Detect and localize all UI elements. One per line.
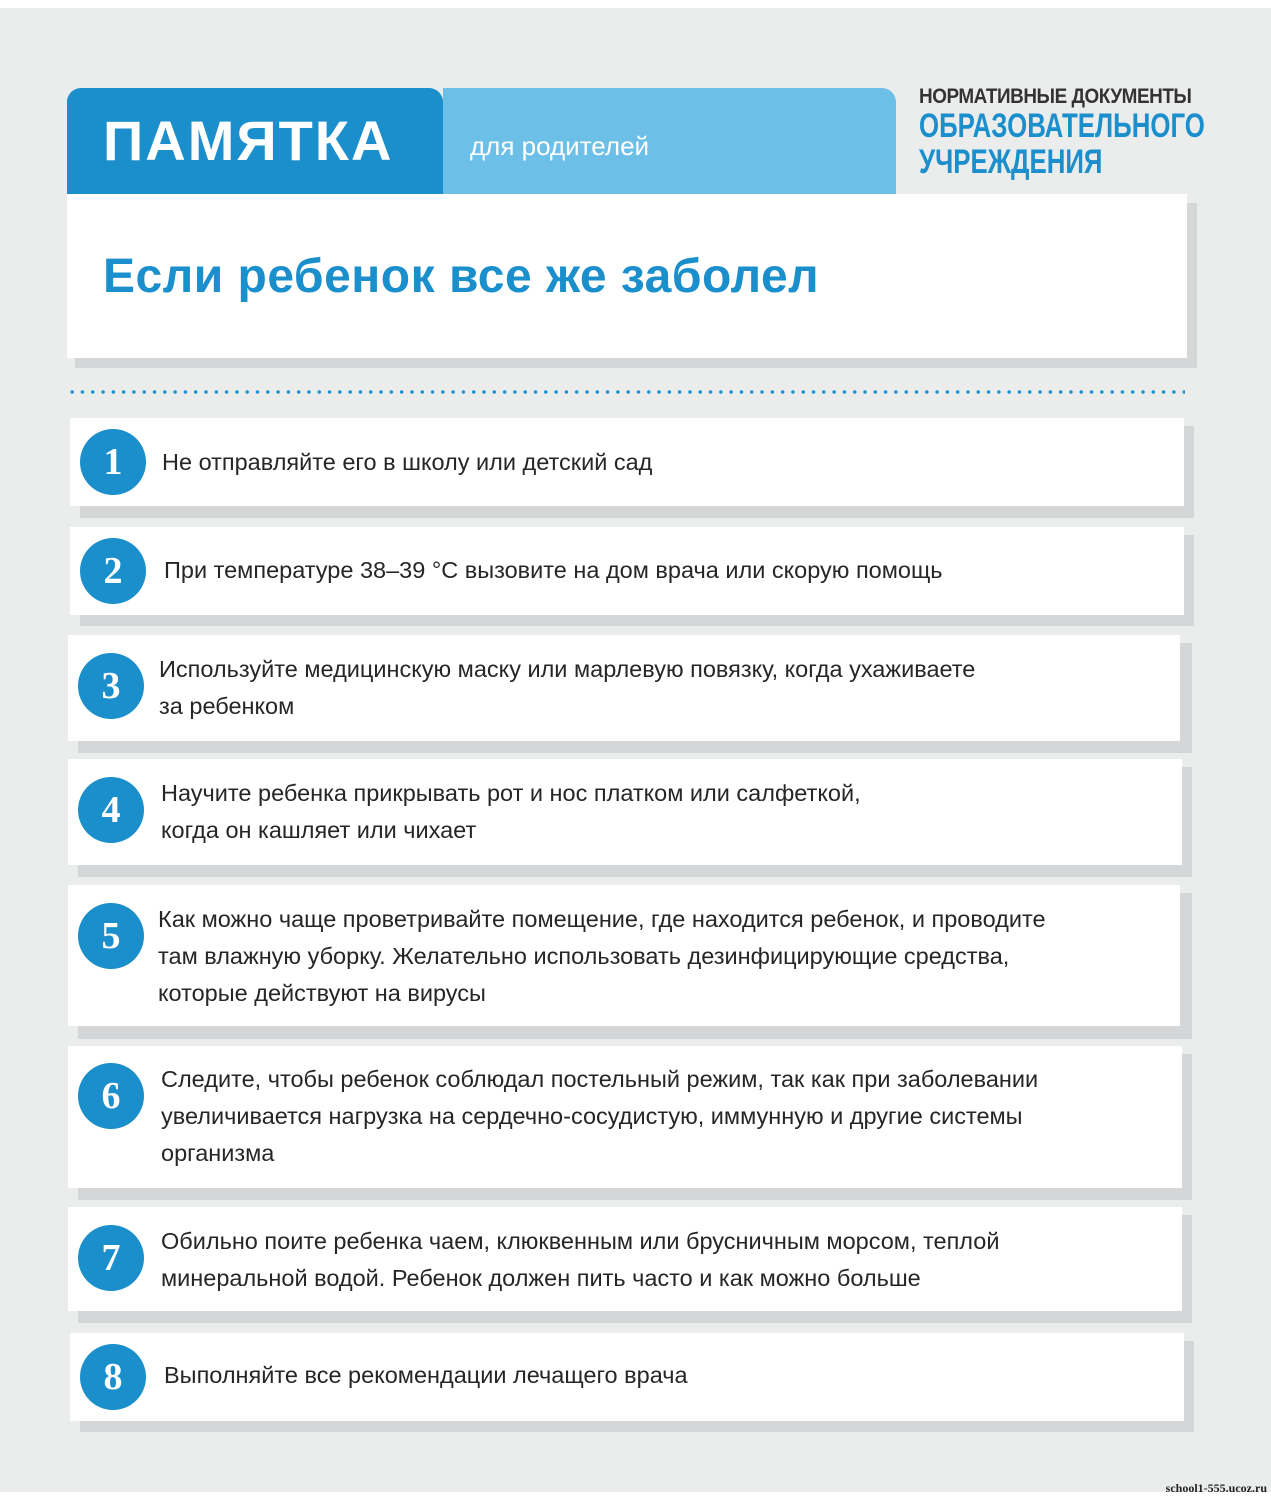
item-number-badge: 1: [80, 429, 146, 495]
item-text-line: Обильно поите ребенка чаем, клюквенным или брусничным морсом, теплой: [161, 1228, 1000, 1254]
item-text-line: которые действуют на вирусы: [158, 980, 486, 1006]
item-text-line: увеличивается нагрузка на сердечно-сосудистую, иммунную и другие системы: [161, 1103, 1023, 1129]
item-number-badge: 6: [78, 1063, 144, 1129]
item-number-badge: 7: [78, 1225, 144, 1291]
item-text-line: Не отправляйте его в школу или детский сад: [162, 449, 653, 475]
item-text-line: Как можно чаще проветривайте помещение, где находится ребенок, и проводите: [158, 906, 1046, 932]
header-subtitle-tab: [443, 88, 896, 194]
item-text: [164, 552, 943, 589]
item-number-badge: 8: [80, 1344, 146, 1410]
item-number-badge: 4: [78, 777, 144, 843]
item-text-line: когда он кашляет или чихает: [161, 817, 477, 843]
item-text: [161, 1061, 1038, 1172]
item-text: [159, 651, 975, 725]
list-item: [68, 635, 1180, 741]
footer-url: school1-555.ucoz.ru: [1165, 1481, 1267, 1495]
item-text: [164, 1357, 688, 1394]
list-item: [68, 885, 1180, 1026]
item-text-line: Выполняйте все рекомендации лечащего врача: [164, 1362, 688, 1388]
item-text-line: там влажную уборку. Желательно использовать дезинфицирующие средства,: [158, 943, 1010, 969]
item-text-line: минеральной водой. Ребенок должен пить часто и как можно больше: [161, 1265, 921, 1291]
brand-line-3: УЧРЕЖДЕНИЯ: [919, 143, 1103, 181]
item-number-badge: 5: [78, 903, 144, 969]
item-text: [162, 444, 652, 481]
heading-card: [67, 194, 1187, 358]
item-text-line: Используйте медицинскую маску или марлевую повязку, когда ухаживаете: [159, 656, 976, 682]
list-item: [68, 1046, 1182, 1188]
page-title: Если ребенок все же заболел: [103, 249, 820, 303]
dotted-divider: [67, 390, 1185, 394]
list-item: [68, 1207, 1182, 1311]
brand-line-1: НОРМАТИВНЫЕ ДОКУМЕНТЫ: [919, 85, 1192, 108]
brand-line-2: ОБРАЗОВАТЕЛЬНОГО: [919, 107, 1205, 145]
item-text-line: за ребенком: [159, 693, 295, 719]
item-text-line: При температуре 38–39 °С вызовите на дом врача или скорую помощь: [164, 557, 943, 583]
list-item: [70, 418, 1184, 506]
item-text: [161, 775, 861, 849]
item-text-line: организма: [161, 1140, 275, 1166]
item-text: [158, 901, 1046, 1012]
item-number-badge: 2: [80, 538, 146, 604]
list-item: [70, 527, 1184, 615]
item-text: [161, 1223, 999, 1297]
header-tab: [67, 88, 443, 194]
list-item: [70, 1333, 1184, 1421]
page-sheet: [0, 8, 1271, 1492]
item-number-badge: 3: [78, 653, 144, 719]
list-item: [68, 759, 1182, 865]
tab-subtitle: для родителей: [470, 130, 650, 161]
item-text-line: Научите ребенка прикрывать рот и нос платком или салфеткой,: [161, 780, 861, 806]
tab-title: ПАМЯТКА: [103, 109, 394, 172]
brand-logo: [919, 85, 1205, 181]
item-text-line: Следите, чтобы ребенок соблюдал постельный режим, так как при заболевании: [161, 1066, 1039, 1092]
